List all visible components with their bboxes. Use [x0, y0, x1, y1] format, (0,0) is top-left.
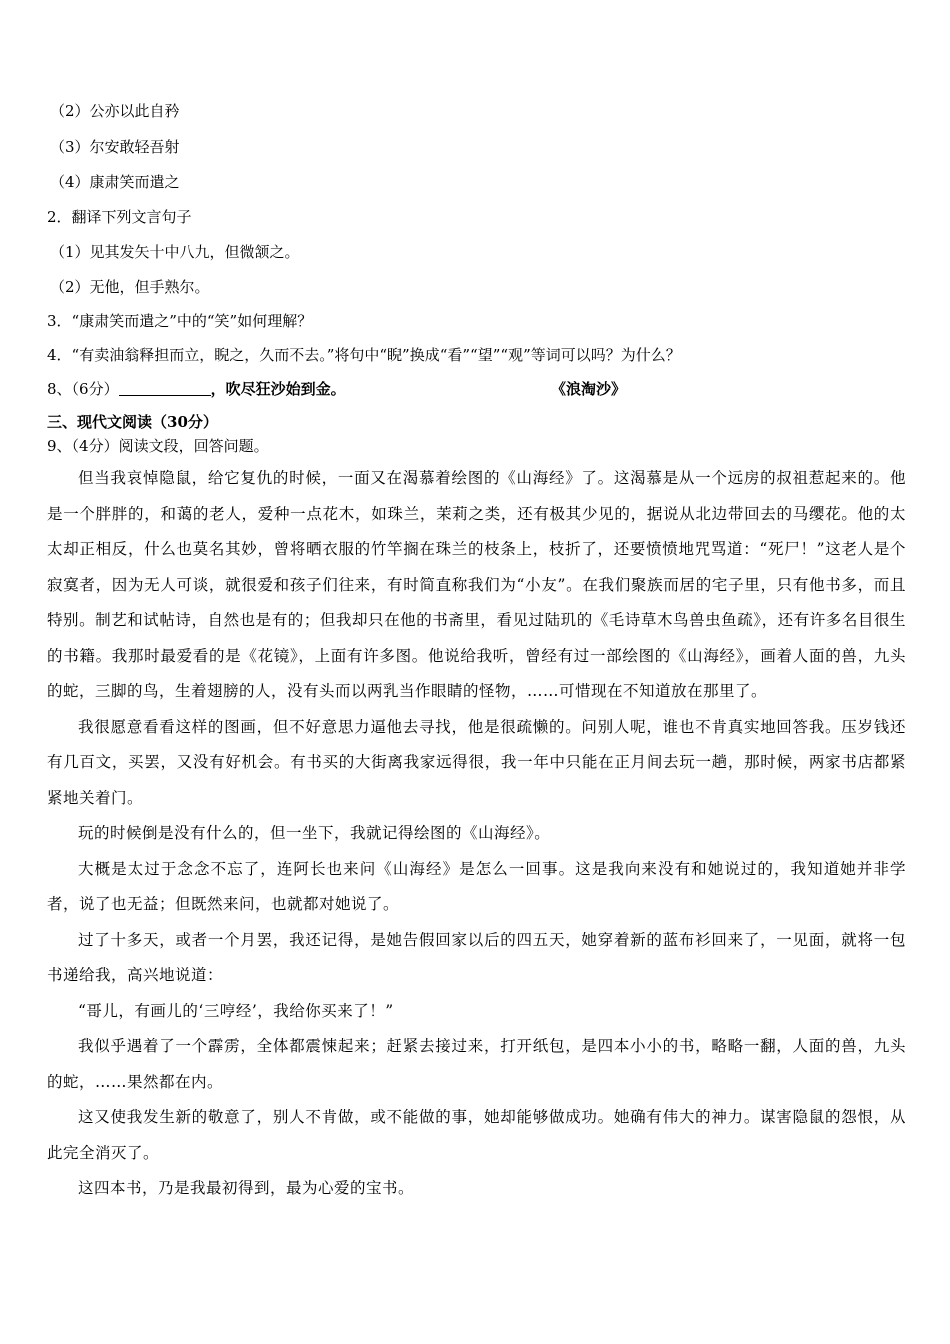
question-8 — [47, 379, 346, 399]
question-8-line: ，吹尽狂沙始到金。 — [210, 380, 346, 398]
question-4: 4．“有卖油翁释担而立，睨之，久而不去。”将句中“睨”换成“看”“望”“观”等词可以吗？为什么？ — [47, 346, 681, 364]
passage-paragraph: 这四本书，乃是我最初得到，最为心爱的宝书。 — [78, 1179, 415, 1197]
passage-paragraph: 玩的时候倒是没有什么的，但一坐下，我就记得绘图的《山海经》。 — [78, 824, 551, 842]
question-3: 3．“康肃笑而遣之”中的“笑”如何理解？ — [47, 312, 313, 330]
question-8-source: 《浪淘沙》 — [551, 380, 627, 398]
fill-blank[interactable] — [119, 381, 211, 396]
reading-passage — [47, 461, 906, 1207]
question-item: （2）公亦以此自矜 — [50, 102, 180, 120]
question-item: （4）康肃笑而遣之 — [50, 173, 180, 191]
question-item: （3）尔安敢轻吾射 — [50, 138, 180, 156]
question-8-prefix: 8、（6分） — [47, 380, 119, 398]
section-heading: 三、现代文阅读（30分） — [47, 413, 218, 431]
passage-paragraph: 大概是太过于念念不忘了，连阿长也来问《山海经》是怎么一回事。这是我向来没有和她说过的，我知道她并非学者，说了也无益；但既然来问，也就都对她说了。 — [47, 859, 906, 913]
question-2-item: （2）无他，但手熟尔。 — [50, 278, 210, 296]
passage-paragraph: 我似乎遇着了一个霹雳，全体都震悚起来；赶紧去接过来，打开纸包，是四本小小的书，略略一翻，人面的兽，九头的蛇，……果然都在内。 — [47, 1037, 906, 1091]
question-9: 9、（4分）阅读文段，回答问题。 — [47, 437, 269, 455]
passage-paragraph: “哥儿，有画儿的‘三哼经’，我给你买来了！” — [78, 1001, 394, 1020]
question-2-item: （1）见其发矢十中八九，但微颔之。 — [50, 243, 300, 261]
passage-paragraph: 我很愿意看看这样的图画，但不好意思力逼他去寻找，他是很疏懒的。问别人呢，谁也不肯真实地回答我。压岁钱还有几百文，买罢，又没有好机会。有书买的大街离我家远得很，我一年中只能在正月间去玩一趟，那时候，两家书店都紧紧地关着门。 — [47, 717, 906, 807]
passage-paragraph: 但当我哀悼隐鼠，给它复仇的时候，一面又在渴慕着绘图的《山海经》了。这渴慕是从一个远房的叔祖惹起来的。他是一个胖胖的，和蔼的老人，爱种一点花木，如珠兰，茉莉之类，还有极其少见的，据说从北边带回去的马缨花。他的太太却正相反，什么也莫名其妙，曾将晒衣服的竹竿搁在珠兰的枝条上，枝折了，还要愤愤地咒骂道：“死尸！”这老人是个寂寞者，因为无人可谈，就很爱和孩子们往来，有时简直称我们为“小友”。在我们聚族而居的宅子里，只有他书多，而且特别。制艺和试帖诗，自然也是有的；但我却只在他的书斋里，看见过陆玑的《毛诗草木鸟兽虫鱼疏》，还有许多名目很生的书籍。我那时最爱看的是《花镜》，上面有许多图。他说给我听，曾经有过一部绘图的《山海经》，画着人面的兽，九头的蛇，三脚的鸟，生着翅膀的人，没有头而以两乳当作眼睛的怪物，……可惜现在不知道放在那里了。 — [47, 469, 906, 700]
passage-paragraph: 过了十多天，或者一个月罢，我还记得，是她告假回家以后的四五天，她穿着新的蓝布衫回来了，一见面，就将一包书递给我，高兴地说道： — [47, 930, 906, 984]
question-2-title: 2．翻译下列文言句子 — [47, 208, 192, 226]
passage-paragraph: 这又使我发生新的敬意了，别人不肯做，或不能做的事，她却能够做成功。她确有伟大的神力。谋害隐鼠的怨恨，从此完全消灭了。 — [47, 1108, 906, 1162]
